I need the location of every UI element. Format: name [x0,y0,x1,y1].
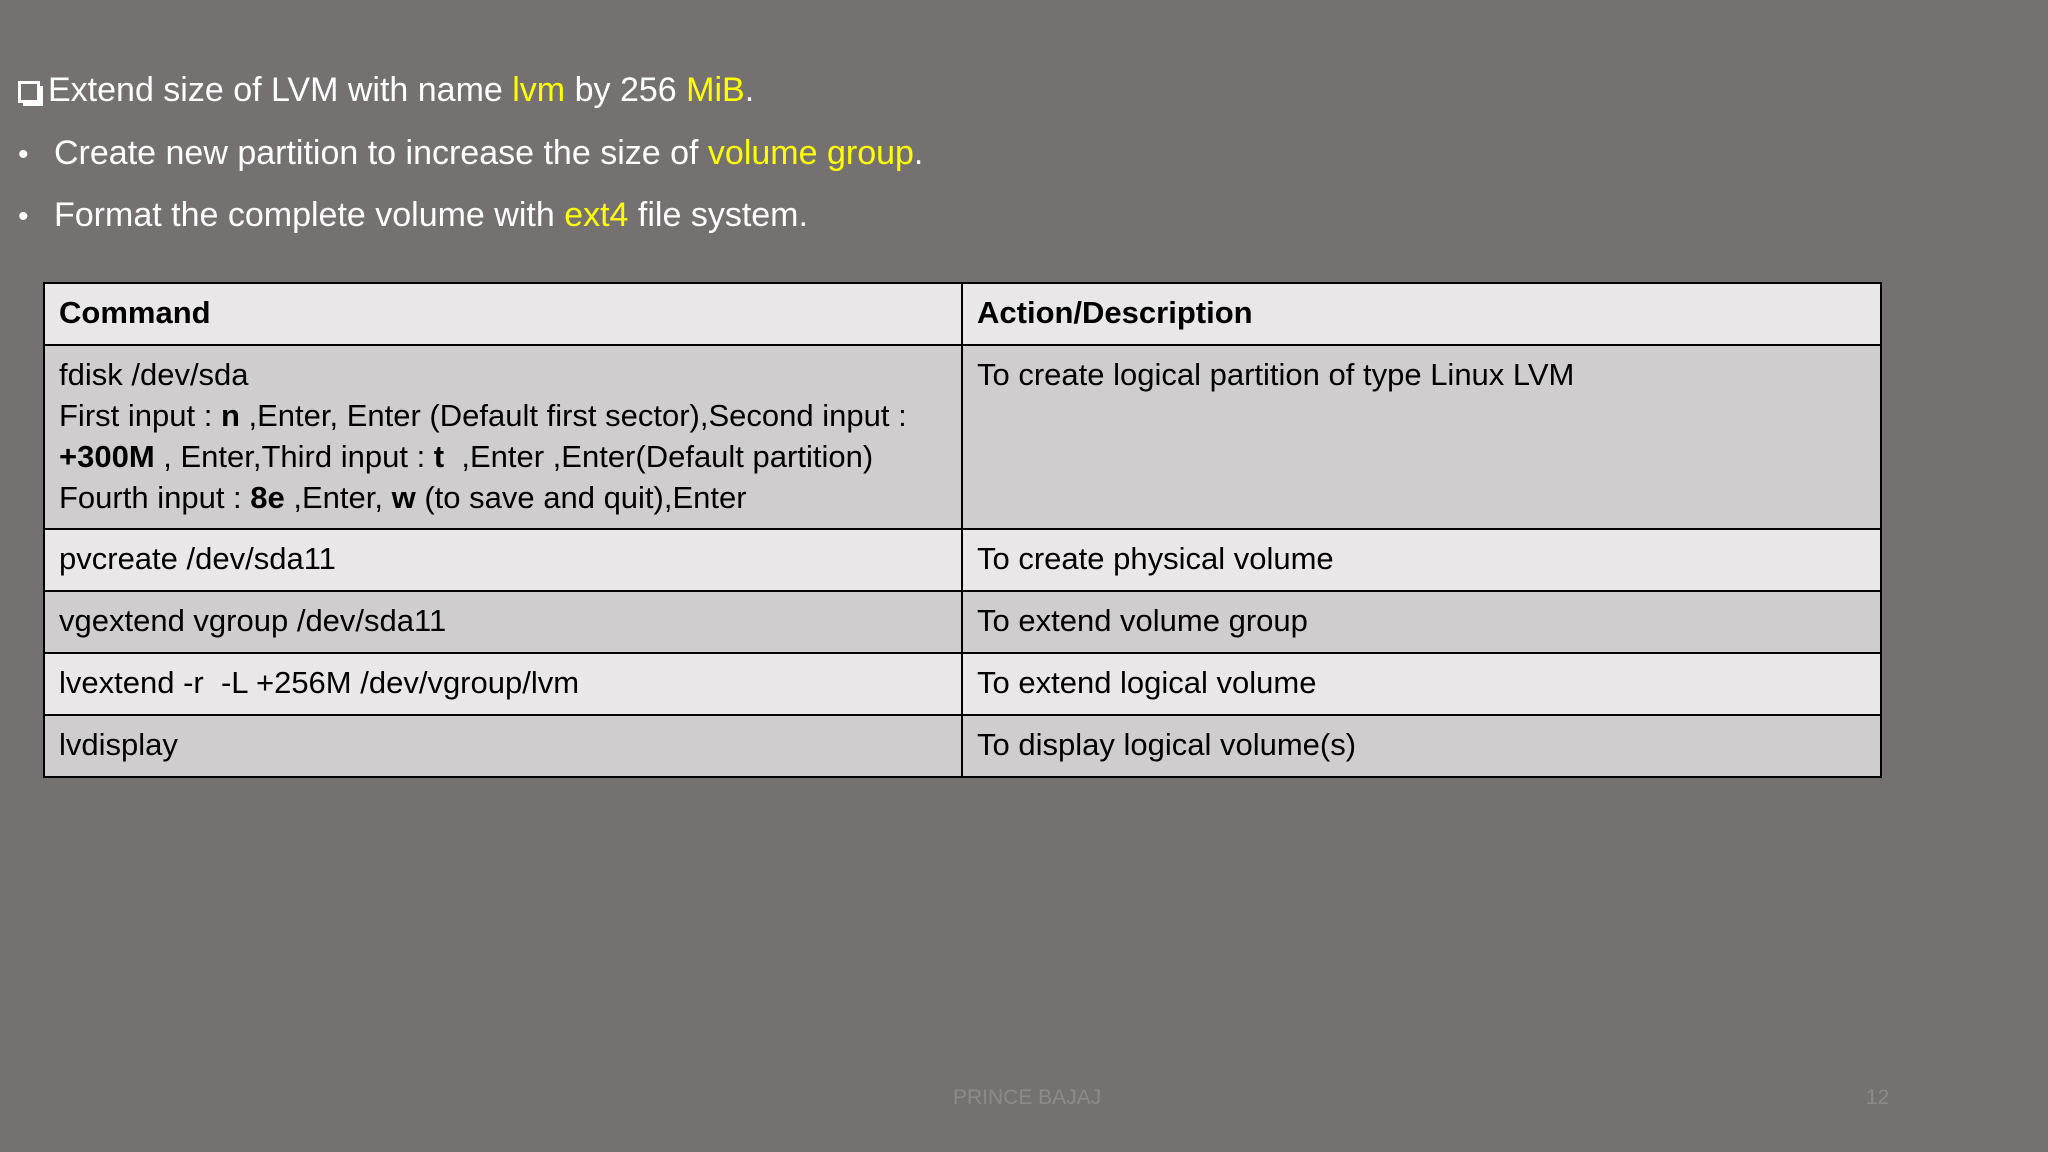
footer-author: PRINCE BAJAJ [953,1086,1102,1109]
command-cell: lvdisplay [44,715,962,777]
table-row [44,529,1881,591]
command-table [43,282,1882,778]
header-command: Command [44,283,962,345]
page-number: 12 [1866,1086,1890,1109]
bullet-suffix: file system. [628,196,808,234]
command-line: Fourth input : 8e ,Enter, w (to save and quit),Enter [59,480,747,515]
checkbox-bullet-icon [18,81,40,103]
command-line: fdisk /dev/sda [59,357,249,392]
bullet-highlight: volume group [707,134,914,172]
command-cell: lvextend -r -L +256M /dev/vgroup/lvm [44,653,962,715]
bullet-icon: • [18,138,29,171]
command-cell [44,345,962,529]
heading-highlight-lvm: lvm [512,71,566,109]
table-header-row [44,283,1881,345]
header-description: Action/Description [962,283,1881,345]
bullet-item [18,133,923,175]
command-cell: vgextend vgroup /dev/sda11 [44,591,962,653]
bullet-suffix: . [913,134,924,172]
table-row [44,591,1881,653]
description-cell: To create logical partition of type Linux LVM [962,345,1881,529]
bullet-highlight: ext4 [564,196,629,234]
command-line: +300M , Enter,Third input : t ,Enter ,Enter(Default partition) [59,439,874,474]
description-cell: To display logical volume(s) [962,715,1881,777]
heading-suffix: . [744,71,755,109]
command-cell: pvcreate /dev/sda11 [44,529,962,591]
description-cell: To extend logical volume [962,653,1881,715]
heading-highlight-mib: MiB [686,71,745,109]
bullet-text: Create new partition to increase the size of [54,134,708,172]
description-cell: To create physical volume [962,529,1881,591]
bullet-icon: • [18,200,29,233]
table-row [44,715,1881,777]
description-cell: To extend volume group [962,591,1881,653]
bullet-item [18,195,808,237]
heading-text-mid: by 256 [565,71,687,109]
command-line: First input : n ,Enter, Enter (Default first sector),Second input : [59,398,907,433]
heading-text: Extend size of LVM with name [48,71,513,109]
bullet-text: Format the complete volume with [54,196,565,234]
table-row [44,345,1881,529]
heading-line [18,70,754,110]
table-row [44,653,1881,715]
